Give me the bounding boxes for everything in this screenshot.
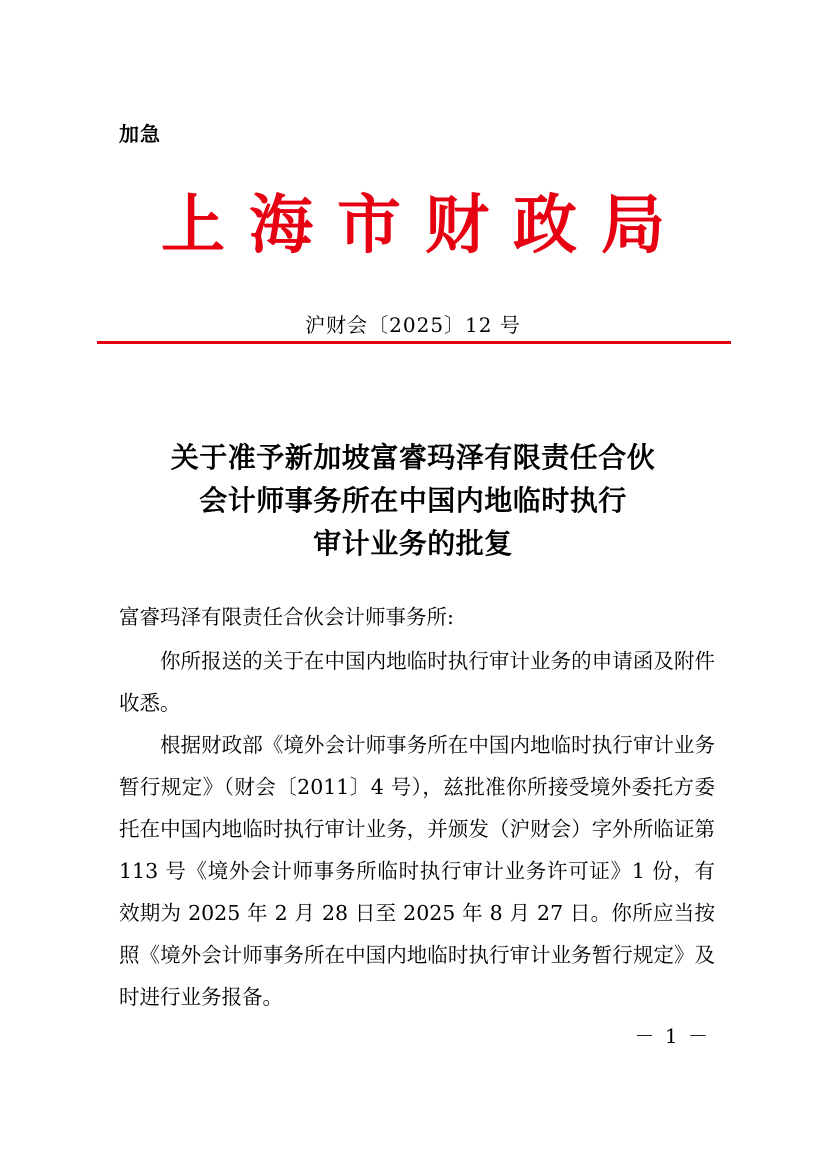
title-line-3: 审计业务的批复 [313,527,513,560]
document-title [0,436,826,565]
red-separator-line [97,341,731,344]
paragraph-acknowledgement: 你所报送的关于在中国内地临时执行审计业务的申请函及附件收悉。 [119,649,715,715]
urgency-label: 加急 [119,122,161,146]
issuing-agency-heading: 上海市财政局 [161,188,689,263]
document-number: 沪财会〔2025〕12 号 [305,313,521,337]
title-line-2: 会计师事务所在中国内地临时执行 [199,484,627,517]
page-number: － 1 － [634,1024,710,1048]
title-line-1: 关于准予新加坡富睿玛泽有限责任合伙 [170,441,656,474]
salutation: 富睿玛泽有限责任合伙会计师事务所: [119,605,454,629]
body-text [119,640,715,1018]
paragraph-approval: 根据财政部《境外会计师事务所在中国内地临时执行审计业务暂行规定》（财会〔2011〕4 号），兹批准你所接受境外委托方委托在中国内地临时执行审计业务，并颁发（沪财会）字外所临证第 113 号《境外会计师事务所临时执行审计业务许可证》1 份，有效期为 2025 年 2 月 28 日至 2025 年 8 月 27 日。你所应当按照《境外会计师事务所在中国内地临时执行审计业务暂行规定》及时进行业务报备。 [119,733,715,1009]
